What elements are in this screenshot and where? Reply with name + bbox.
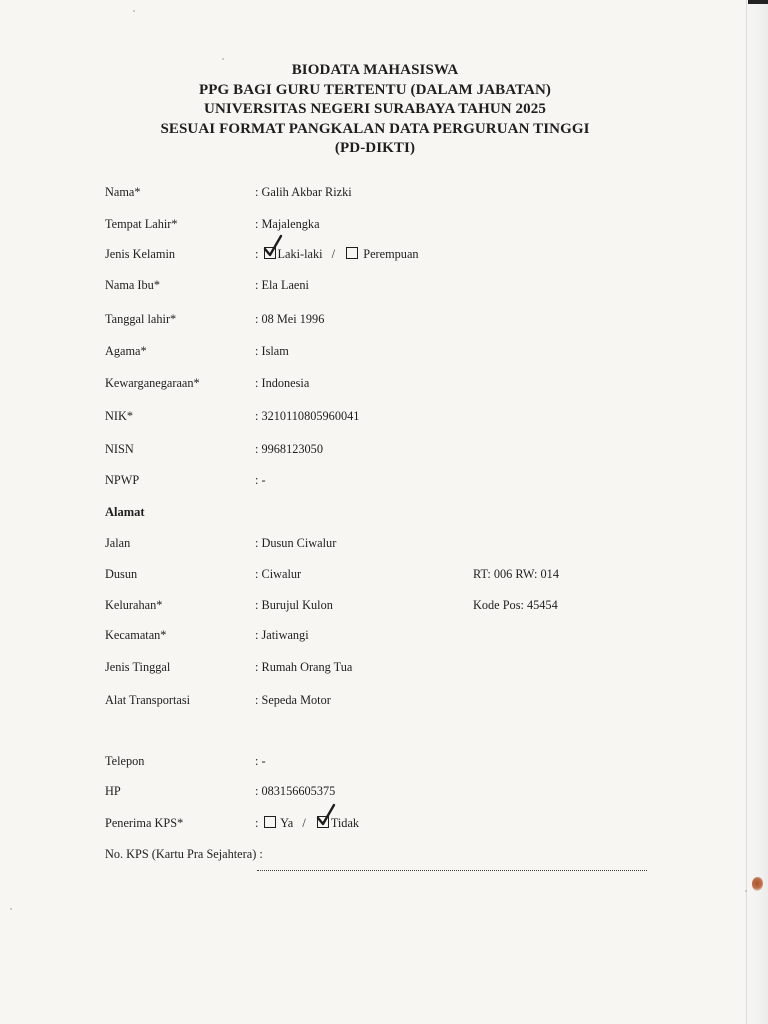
kode-pos-value: Kode Pos: 45454	[473, 598, 558, 612]
field-label: Tanggal lahir*	[105, 312, 177, 326]
field-value: : Burujul Kulon	[255, 598, 333, 612]
option-laki-laki: Laki-laki	[277, 247, 323, 261]
header-title: BIODATA MAHASISWA	[291, 62, 459, 78]
field-label: Jenis Kelamin	[105, 247, 176, 261]
field-label: NPWP	[105, 473, 140, 487]
field-label: Tempat Lahir*	[105, 217, 178, 231]
checkbox-ya[interactable]	[264, 816, 276, 828]
no-kps-fill-line	[257, 870, 647, 871]
field-value: : Ciwalur	[255, 567, 302, 581]
gender-options	[255, 246, 419, 262]
field-label: Jenis Tinggal	[105, 660, 171, 674]
field-value: : Rumah Orang Tua	[255, 660, 353, 674]
field-label: Kelurahan*	[105, 598, 163, 612]
checkmark-icon	[263, 239, 283, 259]
field-value: : Dusun Ciwalur	[255, 536, 337, 550]
field-value: : 083156605375	[255, 784, 336, 798]
field-label: Jalan	[105, 536, 131, 550]
field-label: Kewarganegaraan*	[105, 376, 200, 390]
section-heading-alamat: Alamat	[105, 505, 145, 519]
kps-options	[255, 815, 359, 831]
field-value: : Jatiwangi	[255, 628, 309, 642]
field-value: : Majalengka	[255, 217, 320, 231]
field-value: : -	[255, 754, 266, 768]
field-label: Alat Transportasi	[105, 693, 191, 707]
field-value: : 3210110805960041	[255, 409, 360, 423]
field-label: Agama*	[105, 344, 147, 358]
field-label: Nama Ibu*	[105, 278, 160, 292]
field-label: Kecamatan*	[105, 628, 167, 642]
header-university: UNIVERSITAS NEGERI SURABAYA TAHUN 2025	[204, 101, 546, 117]
field-value: : -	[255, 473, 266, 487]
checkmark-icon	[316, 808, 336, 828]
checkbox-perempuan[interactable]	[346, 247, 358, 259]
field-label: NISN	[105, 442, 134, 456]
field-value: : Sepeda Motor	[255, 693, 331, 707]
field-label: Telepon	[105, 754, 145, 768]
separator: /	[331, 247, 336, 261]
field-value: : 08 Mei 1996	[255, 312, 325, 326]
field-value: : Indonesia	[255, 376, 310, 390]
field-label: Penerima KPS*	[105, 816, 184, 830]
header-format: SESUAI FORMAT PANGKALAN DATA PERGURUAN TINGGI	[160, 120, 590, 137]
field-label: NIK*	[105, 409, 134, 423]
field-value: : 9968123050	[255, 442, 323, 456]
field-value: : Ela Laeni	[255, 278, 309, 292]
option-perempuan: Perempuan	[363, 247, 419, 261]
checkbox-laki-laki[interactable]	[264, 247, 276, 259]
rt-rw-value: RT: 006 RW: 014	[473, 567, 559, 581]
field-label: HP	[105, 784, 121, 798]
field-label: Dusun	[105, 567, 138, 581]
option-tidak: Tidak	[330, 816, 360, 830]
colon: :	[255, 247, 259, 261]
colon: :	[255, 816, 259, 830]
header-program: PPG BAGI GURU TERTENTU (DALAM JABATAN)	[198, 81, 552, 98]
header-pddikti: (PD-DIKTI)	[334, 140, 416, 156]
option-ya: Ya	[280, 816, 294, 830]
field-label: No. KPS (Kartu Pra Sejahtera) :	[105, 847, 263, 861]
field-value: : Islam	[255, 344, 289, 358]
separator: /	[302, 816, 306, 830]
field-value: : Galih Akbar Rizki	[255, 185, 352, 199]
field-label: Nama*	[105, 185, 141, 199]
checkbox-tidak[interactable]	[317, 816, 329, 828]
